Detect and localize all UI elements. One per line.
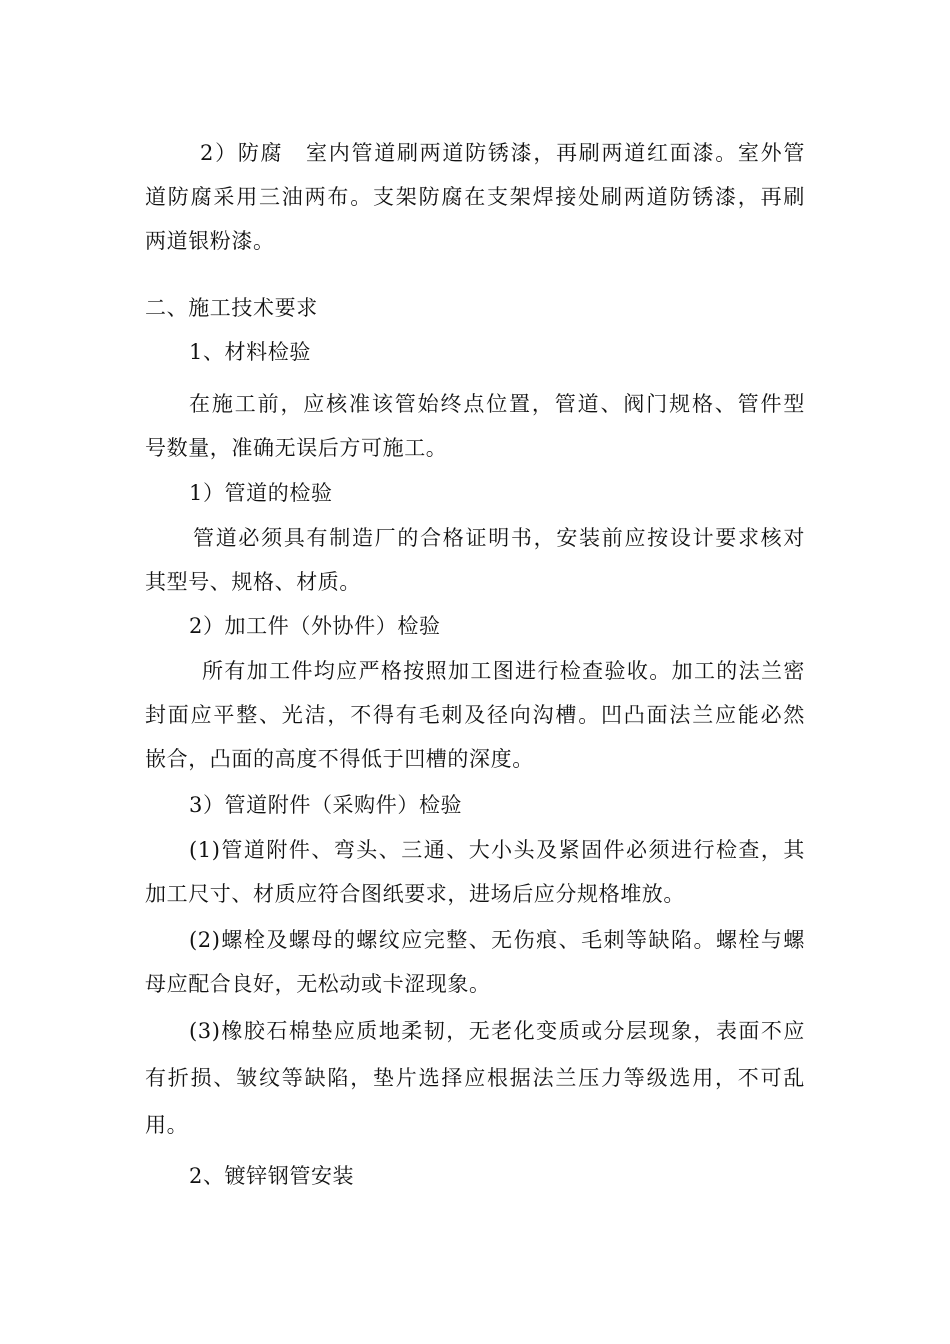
text-line: 两道银粉漆。: [145, 229, 275, 253]
text-line: (1)管道附件、弯头、三通、大小头及紧固件必须进行检查，其: [189, 838, 805, 862]
item-heading: 2）加工件（外协件）检验: [189, 614, 441, 638]
text-line: 母应配合良好，无松动或卡涩现象。: [145, 972, 491, 996]
text-line: 嵌合，凸面的高度不得低于凹槽的深度。: [145, 747, 534, 771]
subsection-heading: 2、镀锌钢管安装: [189, 1164, 355, 1188]
text-line: 有折损、皱纹等缺陷，垫片选择应根据法兰压力等级选用，不可乱: [145, 1066, 805, 1090]
text-line: 在施工前，应核准该管始终点位置，管道、阀门规格、管件型: [189, 392, 805, 416]
text-line: 加工尺寸、材质应符合图纸要求，进场后应分规格堆放。: [145, 882, 685, 906]
text-line: (3)橡胶石棉垫应质地柔韧，无老化变质或分层现象，表面不应: [189, 1019, 805, 1043]
text-line: 道防腐采用三油两布。支架防腐在支架焊接处刷两道防锈漆，再刷: [145, 185, 805, 209]
text-line: 管道必须具有制造厂的合格证明书，安装前应按设计要求核对: [193, 526, 805, 550]
section-heading: 二、施工技术要求: [145, 296, 318, 320]
text-line: 用。: [145, 1113, 189, 1137]
subsection-heading: 1、材料检验: [189, 340, 311, 364]
item-heading: 3）管道附件（采购件）检验: [189, 793, 463, 817]
text-line: 其型号、规格、材质。: [145, 570, 361, 594]
text-line: 号数量，准确无误后方可施工。: [145, 436, 448, 460]
text-line: (2)螺栓及螺母的螺纹应完整、无伤痕、毛刺等缺陷。螺栓与螺: [189, 928, 805, 952]
text-line: 所有加工件均应严格按照加工图进行检查验收。加工的法兰密: [202, 659, 805, 683]
text-line: 封面应平整、光洁，不得有毛刺及径向沟槽。凹凸面法兰应能必然: [145, 703, 805, 727]
text-line: 2）防腐 室内管道刷两道防锈漆，再刷两道红面漆。室外管: [200, 141, 805, 165]
item-heading: 1）管道的检验: [189, 481, 333, 505]
